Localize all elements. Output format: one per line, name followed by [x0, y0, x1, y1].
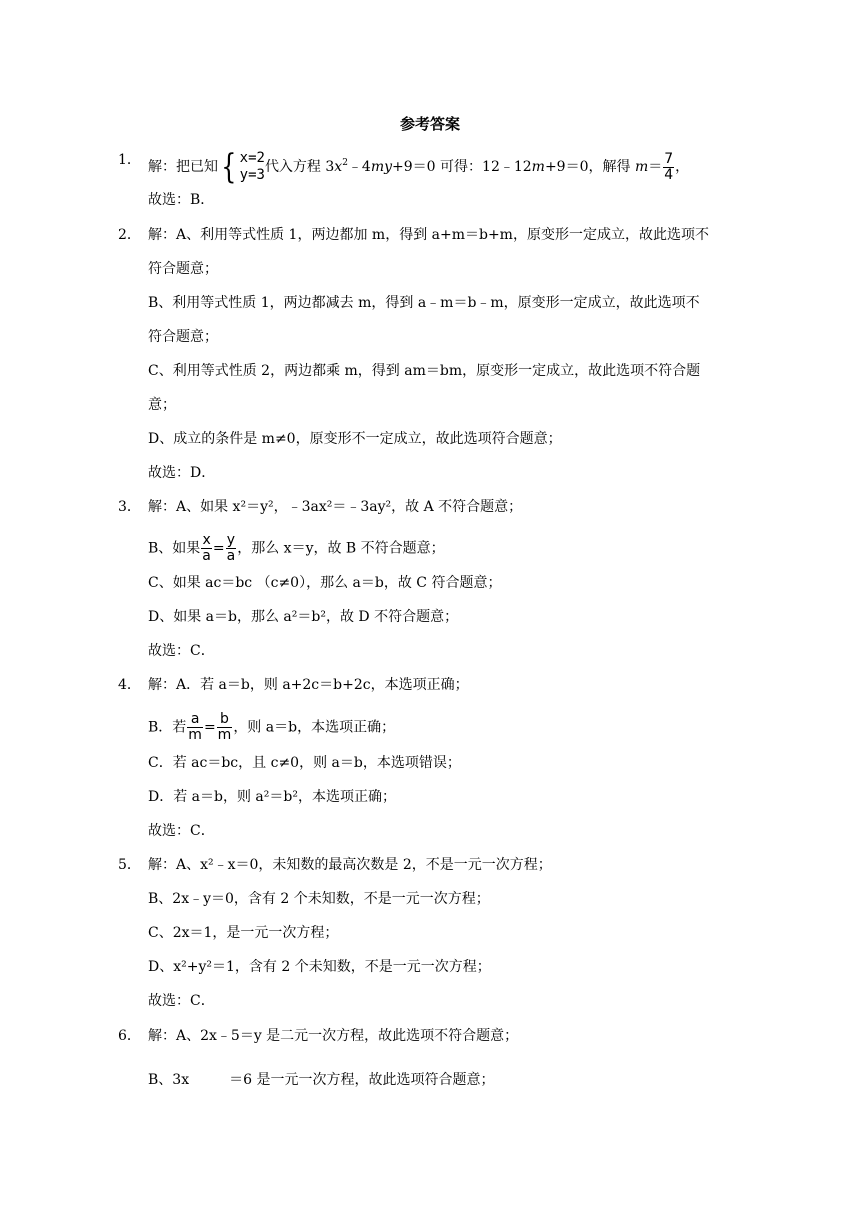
q5-answer: 故选：C．	[148, 993, 215, 1009]
q3-equals: =	[212, 540, 225, 557]
q1-system-row-1: x=2	[239, 150, 265, 166]
q2-answer: 故选：D．	[148, 465, 216, 481]
q3-option-b	[148, 533, 445, 564]
q2-option-a-line-2: 符合题意；	[148, 261, 218, 277]
q3-option-a: 解：A、如果 x²＝y²，﹣3ax²＝﹣3ay²，故 A 不符合题意；	[148, 499, 523, 515]
q2-option-b-line-1: B、利用等式性质 1，两边都减去 m，得到 a﹣m＝b﹣m，原变形一定成立，故此选项不	[148, 295, 700, 311]
q5-option-a: 解：A、x²﹣x＝0，未知数的最高次数是 2，不是一元一次方程；	[148, 857, 552, 873]
q4-number: 4．	[118, 677, 141, 693]
q1-equation-system: { x=2 y=3	[221, 147, 265, 187]
q2-option-c-line-1: C、利用等式性质 2，两边都乘 m，得到 am＝bm，原变形一定成立，故此选项不符合题	[148, 363, 701, 379]
q2-option-b-line-2: 符合题意；	[148, 329, 218, 345]
q6-b-suffix: ＝6 是一元一次方程，故此选项符合题意；	[229, 1072, 495, 1088]
q4-option-d: D．若 a＝b，则 a²＝b²，本选项正确；	[148, 789, 396, 805]
q3-fraction-y: $\frac{y}{a}$	[226, 532, 236, 564]
q5-option-d: D、x²+y²＝1，含有 2 个未知数，不是一元一次方程；	[148, 959, 491, 975]
q1-prefix: 解：把已知	[148, 159, 218, 175]
q6-option-a: 解：A、2x﹣5＝y 是二元一次方程，故此选项不符合题意；	[148, 1028, 519, 1044]
q4-option-a: 解：A．若 a＝b，则 a+2c＝b+2c，本选项正确；	[148, 677, 469, 693]
q4-equals: =	[203, 719, 216, 736]
page-title: 参考答案	[399, 115, 460, 133]
q2-option-c-line-2: 意；	[148, 397, 176, 413]
q2-option-d: D、成立的条件是 m≠0，原变形不一定成立，故此选项符合题意；	[148, 431, 562, 447]
q5-option-b: B、2x﹣y＝0，含有 2 个未知数，不是一元一次方程；	[148, 891, 490, 907]
q5-number: 5．	[118, 857, 141, 873]
q1-line-1: 解：把已知{ x=2 y=3 代入方程 $3x^2﹣4my+9=0$ 可得：12﹣12m+9＝0，解得 m＝ $\frac{7}{4}$ ，	[148, 147, 690, 187]
q4-fraction-a: $\frac{a}{m}$	[188, 711, 202, 743]
q1-end: ，	[675, 159, 690, 175]
q1-system-row-2: y=3	[239, 167, 265, 183]
q6-number: 6．	[118, 1028, 141, 1044]
q1-answer: 故选：B．	[148, 192, 215, 208]
q1-text-d: +9＝0，解得	[544, 159, 631, 175]
q2-option-a-line-1: 解：A、利用等式性质 1，两边都加 m，得到 a+m＝b+m，原变形一定成立，故此选项不	[148, 227, 709, 243]
q1-text-a: 代入方程 3	[264, 159, 335, 175]
q3-option-c: C、如果 ac＝bc （c≠0），那么 a＝b，故 C 符合题意；	[148, 575, 502, 591]
q4-option-b	[148, 712, 395, 743]
q4-b-suffix: ，则 a＝b，本选项正确；	[233, 719, 396, 736]
q1-number: 1．	[118, 152, 141, 168]
q4-option-c: C．若 ac＝bc，且 c≠0，则 a＝b，本选项错误；	[148, 755, 461, 771]
q4-answer: 故选：C．	[148, 823, 215, 839]
q1-text-b: ﹣4	[347, 159, 371, 175]
q3-fraction-x: $\frac{x}{a}$	[202, 532, 211, 564]
q2-number: 2．	[118, 227, 141, 243]
q3-b-suffix: ，那么 x＝y，故 B 不符合题意；	[237, 540, 445, 557]
q6-option-b	[148, 1070, 494, 1090]
q3-number: 3．	[118, 499, 141, 515]
q3-b-prefix: B、如果	[148, 540, 201, 557]
q4-b-prefix: B．若	[148, 719, 187, 736]
q5-option-c: C、2x＝1，是一元一次方程；	[148, 925, 339, 941]
q6-b-prefix: B、3x	[148, 1072, 190, 1088]
q3-answer: 故选：C．	[148, 643, 215, 659]
q3-option-d: D、如果 a＝b，那么 a²＝b²，故 D 不符合题意；	[148, 609, 459, 625]
q1-text-c: +9＝0 可得：12﹣12	[392, 159, 532, 175]
q4-fraction-b: $\frac{b}{m}$	[217, 711, 232, 743]
q1-fraction: $\frac{7}{4}$	[664, 150, 674, 183]
